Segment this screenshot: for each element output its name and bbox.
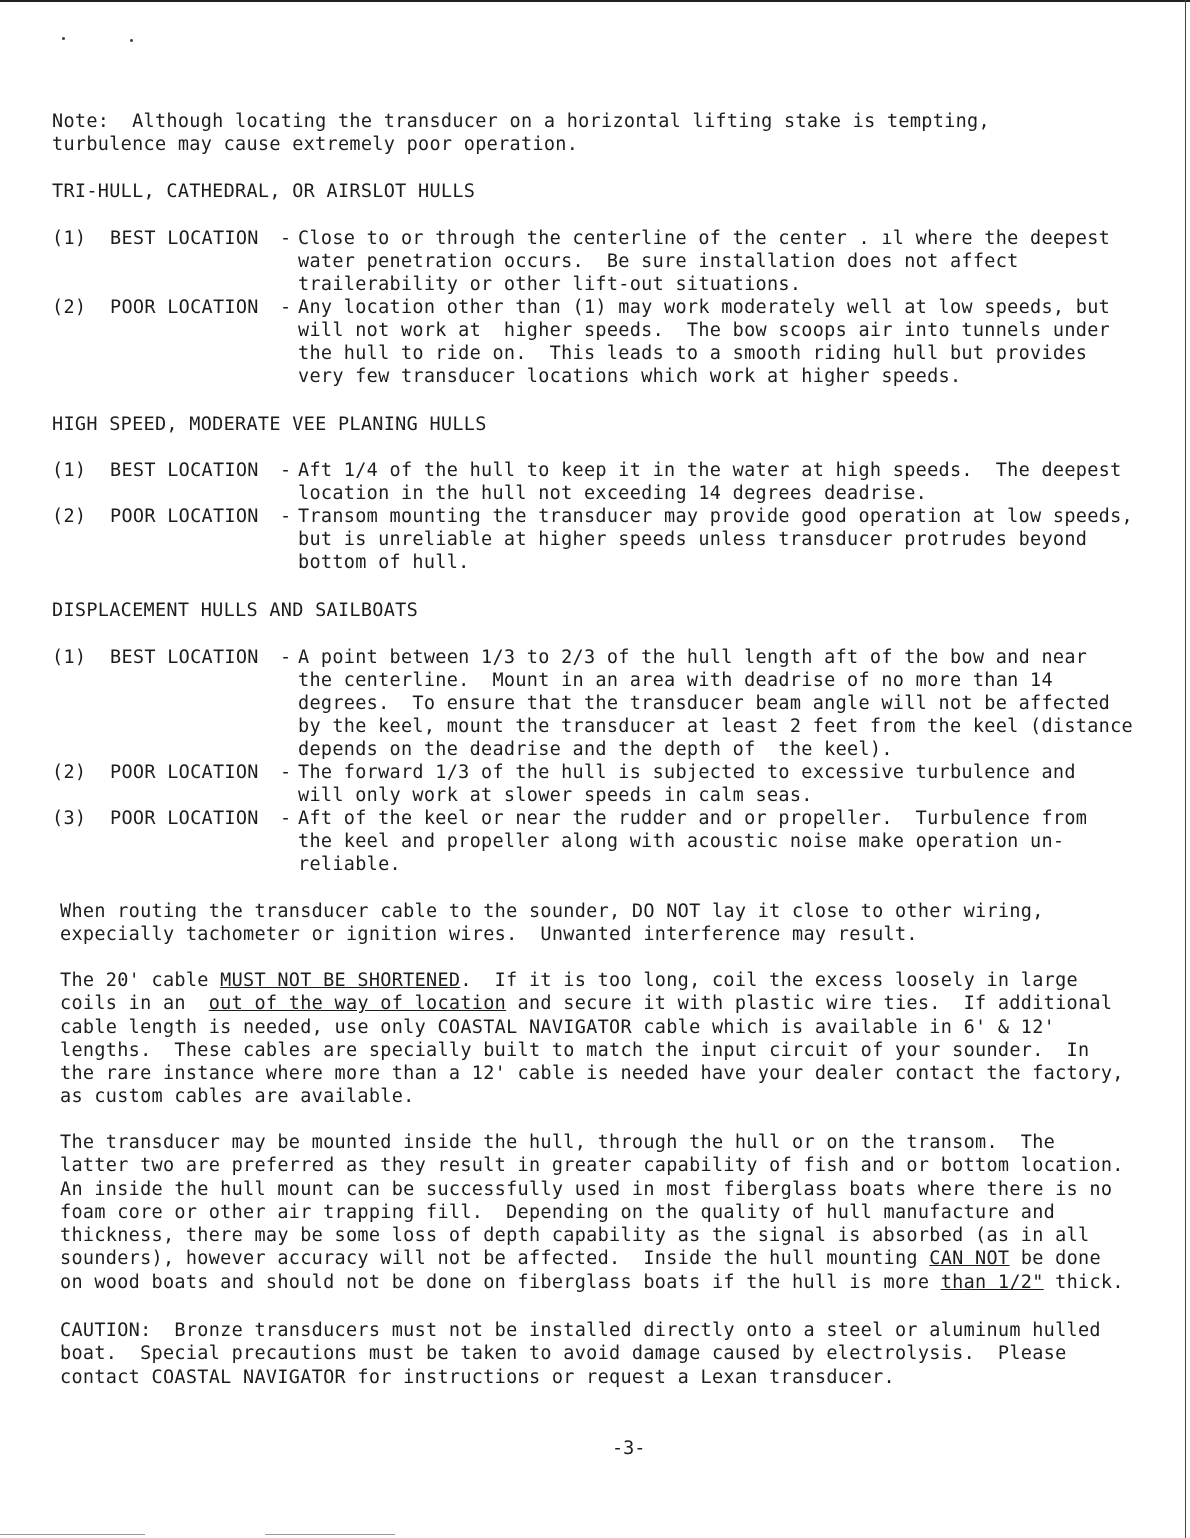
- text-run: The 20' cable: [60, 970, 221, 991]
- item-body: [298, 227, 1158, 296]
- item-line: the keel and propeller along with acoustic noise make operation un-: [298, 831, 1065, 852]
- paragraph-line: latter two are preferred as they result in greater capability of fish and or bottom location.: [60, 1155, 1124, 1177]
- mounting-paragraph: [60, 1131, 1150, 1294]
- paragraph-line: contact COASTAL NAVIGATOR for instructions or request a Lexan transducer.: [60, 1366, 895, 1388]
- item-label: POOR LOCATION: [110, 762, 259, 783]
- item-body: [298, 459, 1158, 505]
- item-line: but is unreliable at higher speeds unless transducer protrudes beyond: [298, 529, 1088, 550]
- item-number: (3): [52, 808, 87, 829]
- item-number: (1): [52, 228, 87, 249]
- item-line: bottom of hull.: [298, 552, 470, 573]
- scan-right-edge: [1185, 0, 1186, 1538]
- item-line: Transom mounting the transducer may provide good operation at low speeds,: [298, 506, 1133, 527]
- item-number: (2): [52, 762, 87, 783]
- underlined-text: than 1/2": [940, 1271, 1044, 1293]
- section-heading: HIGH SPEED, MODERATE VEE PLANING HULLS: [52, 414, 487, 435]
- item-line: degrees. To ensure that the transducer beam angle will not be affected: [298, 693, 1111, 714]
- text-run: coils in an: [60, 993, 209, 1015]
- paragraph-line: When routing the transducer cable to the sounder, DO NOT lay it close to other wiring,: [60, 901, 1044, 922]
- scan-top-edge: [0, 0, 1190, 2]
- paragraph-line: [60, 992, 1150, 1015]
- text-run: thick.: [1043, 1271, 1124, 1293]
- cable-paragraph: [60, 969, 1150, 1109]
- section-heading: DISPLACEMENT HULLS AND SAILBOATS: [52, 600, 419, 621]
- item-label: POOR LOCATION: [110, 297, 259, 318]
- item-line: Any location other than (1) may work moderately well at low speeds, but: [298, 297, 1111, 318]
- item-body: [298, 646, 1158, 761]
- scan-bottom-mark: [0, 1534, 145, 1535]
- paragraph-line: cable length is needed, use only COASTAL NAVIGATOR cable which is available in 6' & 12': [60, 1016, 1056, 1038]
- paragraph-line: The transducer may be mounted inside the hull, through the hull or on the transom. The: [60, 1132, 1056, 1153]
- item-line: very few transducer locations which work at higher speeds.: [298, 366, 962, 387]
- item-dash: -: [280, 506, 292, 527]
- punch-mark: [62, 37, 65, 40]
- item-dash: -: [280, 228, 292, 249]
- text-run: be done: [1009, 1248, 1101, 1270]
- item-dash: -: [280, 460, 292, 481]
- text-run: and secure it with plastic wire ties. If additional: [506, 993, 1113, 1015]
- paragraph-line: boat. Special precautions must be taken to avoid damage caused by electrolysis. Please: [60, 1343, 1067, 1365]
- paragraph-line: [60, 1247, 1150, 1270]
- item-line: the centerline. Mount in an area with deadrise of no more than 14: [298, 670, 1053, 691]
- routing-paragraph: [60, 900, 1150, 947]
- item-label: POOR LOCATION: [110, 808, 259, 829]
- text-run: sounders), however accuracy will not be affected. Inside the hull mounting: [60, 1248, 930, 1270]
- item-number: (1): [52, 460, 87, 481]
- item-number: (1): [52, 647, 87, 668]
- item-dash: -: [280, 762, 292, 783]
- item-line: Aft 1/4 of the hull to keep it in the water at high speeds. The deepest: [298, 460, 1122, 481]
- paragraph-line: [60, 969, 1150, 992]
- item-line: The forward 1/3 of the hull is subjected to excessive turbulence and: [298, 762, 1076, 783]
- paragraph-line: An inside the hull mount can be successfully used in most fiberglass boats where there is no: [60, 1178, 1113, 1200]
- underlined-text: out of the way of location: [208, 993, 507, 1015]
- scan-bottom-mark: [265, 1534, 395, 1535]
- text-run: on wood boats and should not be done on fiberglass boats if the hull is more: [60, 1271, 941, 1293]
- item-label: POOR LOCATION: [110, 506, 259, 527]
- paragraph-line: as custom cables are available.: [60, 1086, 415, 1108]
- item-line: trailerability or other lift-out situations.: [298, 274, 802, 295]
- item-line: reliable.: [298, 854, 401, 875]
- paragraph-line: CAUTION: Bronze transducers must not be installed directly onto a steel or aluminum hulled: [60, 1320, 1101, 1341]
- paragraph-line: lengths. These cables are specially built to match the input circuit of your sounder. In: [60, 1039, 1090, 1061]
- item-body: [298, 296, 1158, 388]
- paragraph-line: expecially tachometer or ignition wires. Unwanted interference may result.: [60, 924, 918, 946]
- item-label: BEST LOCATION: [110, 228, 259, 249]
- item-body: [298, 807, 1158, 876]
- punch-mark: [130, 39, 133, 42]
- text-run: . If it is too long, coil the excess loosely in large: [460, 970, 1078, 991]
- item-line: the hull to ride on. This leads to a smooth riding hull but provides: [298, 343, 1088, 364]
- item-body: [298, 761, 1158, 807]
- item-label: BEST LOCATION: [110, 460, 259, 481]
- item-dash: -: [280, 297, 292, 318]
- item-dash: -: [280, 808, 292, 829]
- item-line: will not work at higher speeds. The bow scoops air into tunnels under: [298, 320, 1111, 341]
- paragraph-line: the rare instance where more than a 12' cable is needed have your dealer contact the factory,: [60, 1063, 1124, 1085]
- item-line: depends on the deadrise and the depth of the keel).: [298, 739, 893, 760]
- underlined-text: CAN NOT: [929, 1248, 1010, 1270]
- item-line: Close to or through the centerline of the center . ıl where the deepest: [298, 228, 1111, 249]
- section-heading: TRI-HULL, CATHEDRAL, OR AIRSLOT HULLS: [52, 181, 476, 202]
- item-line: A point between 1/3 to 2/3 of the hull length aft of the bow and near: [298, 647, 1088, 668]
- underlined-text: MUST NOT BE SHORTENED: [220, 970, 461, 991]
- item-line: water penetration occurs. Be sure installation does not affect: [298, 251, 1019, 272]
- page-number: -3-: [612, 1438, 646, 1459]
- item-label: BEST LOCATION: [110, 647, 259, 668]
- item-number: (2): [52, 506, 87, 527]
- item-number: (2): [52, 297, 87, 318]
- caution-paragraph: [60, 1319, 1150, 1389]
- item-body: [298, 505, 1158, 574]
- note-line: turbulence may cause extremely poor operation.: [52, 134, 579, 155]
- paragraph-line: thickness, there may be some loss of depth capability as the signal is absorbed (as in all: [60, 1225, 1090, 1247]
- note-line: Note: Although locating the transducer on a horizontal lifting stake is tempting,: [52, 111, 990, 132]
- item-line: Aft of the keel or near the rudder and or propeller. Turbulence from: [298, 808, 1088, 829]
- paragraph-line: [60, 1271, 1150, 1294]
- paragraph-line: foam core or other air trapping fill. Depending on the quality of hull manufacture and: [60, 1201, 1056, 1223]
- item-line: will only work at slower speeds in calm seas.: [298, 785, 813, 806]
- item-line: by the keel, mount the transducer at least 2 feet from the keel (distance: [298, 716, 1133, 737]
- item-line: location in the hull not exceeding 14 degrees deadrise.: [298, 483, 928, 504]
- item-dash: -: [280, 647, 292, 668]
